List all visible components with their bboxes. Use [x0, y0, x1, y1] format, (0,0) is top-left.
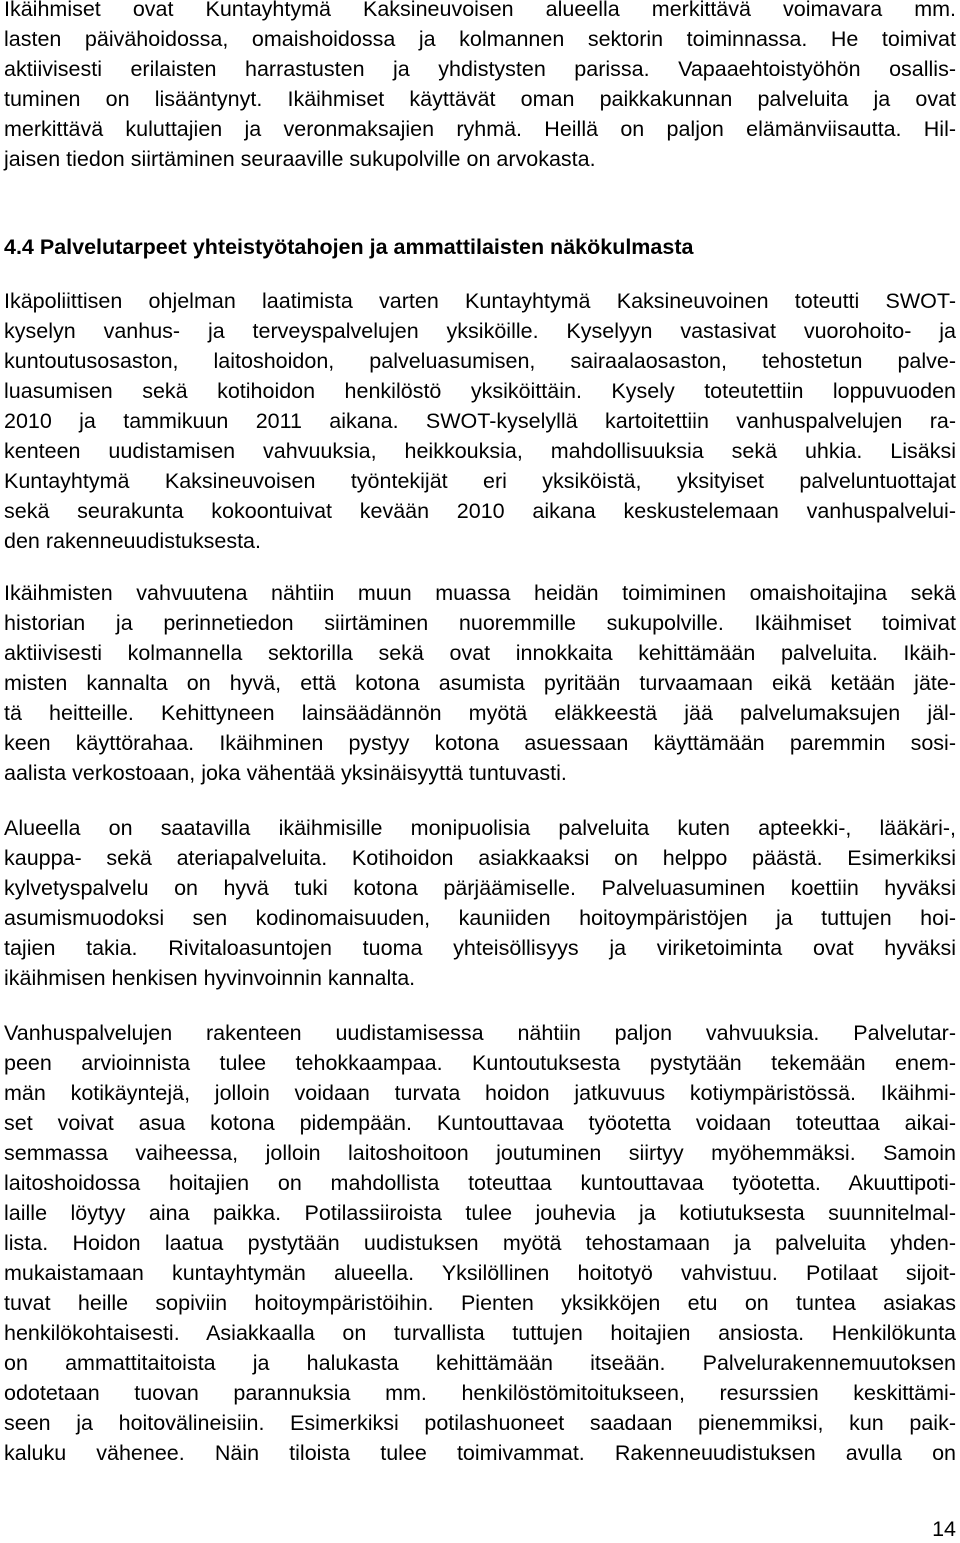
text-line: semmassa vaiheessa, jolloin laitoshoitoon joutuminen siirtyy myöhemmäksi. Samoin — [4, 1141, 956, 1165]
paragraph-ikaihmisten-vahvuus — [4, 578, 956, 788]
text-line: laille löytyy aina paikka. Potilassiiroista tulee jouhevia ja kotiutuksesta suunnitelmal- — [4, 1201, 956, 1225]
page-number: 14 — [932, 1517, 956, 1541]
text-line: kuntoutusosaston, laitoshoidon, palveluasumisen, sairaalaosaston, tehostetun palve- — [4, 349, 956, 373]
text-line: odotetaan tuovan parannuksia mm. henkilöstömitoitukseen, resurssien keskittämi- — [4, 1381, 956, 1405]
text-line: peen arvioinnista tulee tehokkaampaa. Kuntoutuksesta pystytään tekemään enem- — [4, 1051, 956, 1075]
text-line: mukaistamaan kuntayhtymän alueella. Yksilöllinen hoitotyö vahvistuu. Potilaat sijoit- — [4, 1261, 956, 1285]
text-line: misten kannalta on hyvä, että kotona asumista pyritään turvaamaan eikä ketään jäte- — [4, 671, 956, 695]
text-line: asumismuodoksi sen kodinomaisuuden, kauniiden hoitoympäristöjen ja tuttujen hoi- — [4, 906, 956, 930]
text-line: män kotikäyntejä, jolloin voidaan turvata hoidon jatkuvuus kotiympäristössä. Ikäihmi- — [4, 1081, 956, 1105]
text-line: seen ja hoitovälineisiin. Esimerkiksi potilashuoneet saadaan pienemmiksi, kun paik- — [4, 1411, 956, 1435]
text-line: kyselyn vanhus- ja terveyspalvelujen yksiköille. Kyselyyn vastasivat vuorohoito- ja — [4, 319, 956, 343]
text-line: on ammattitaitoista ja halukasta kehittämään itseään. Palvelurakennemuutoksen — [4, 1351, 956, 1375]
section-heading: 4.4 Palvelutarpeet yhteistyötahojen ja ammattilaisten näkökulmasta — [4, 235, 694, 259]
text-line: tuvat heille sopiviin hoitoympäristöihin. Pienten yksikköjen etu on tuntea asiakas — [4, 1291, 956, 1315]
text-line: set voivat asua kotona pidempään. Kuntouttavaa työotetta voidaan toteuttaa aikai- — [4, 1111, 956, 1135]
text-line: luasumisen sekä kotihoidon henkilöstö yksiköittäin. Kysely toteutettiin loppuvuoden — [4, 379, 956, 403]
paragraph-alueen-palvelut — [4, 813, 956, 993]
text-line: Vanhuspalvelujen rakenteen uudistamisessa nähtiin paljon vahvuuksia. Palvelutar- — [4, 1021, 956, 1045]
text-line: lista. Hoidon laatua pystytään uudistuksen myötä tehostamaan ja palveluita yhden- — [4, 1231, 956, 1255]
text-line: Alueella on saatavilla ikäihmisille monipuolisia palveluita kuten apteekki-, lääkäri-, — [4, 816, 956, 840]
text-line: Kuntayhtymä Kaksineuvoisen työntekijät eri yksiköistä, yksityiset palveluntuottajat — [4, 469, 956, 493]
text-line: lasten päivähoidossa, omaishoidossa ja kolmannen sektorin toiminnassa. He toimivat — [4, 27, 956, 51]
text-line: historian ja perinnetiedon siirtäminen nuoremmille sukupolville. Ikäihmiset toimivat — [4, 611, 956, 635]
paragraph-ikaihmiset-voimavara — [4, 0, 956, 174]
text-line: jaisen tiedon siirtäminen seuraaville sukupolville on arvokasta. — [4, 147, 596, 171]
text-line: kaluku vähenee. Näin tiloista tulee toimivammat. Rakenneuudistuksen avulla on — [4, 1441, 956, 1465]
paragraph-swot-kysely — [4, 286, 956, 556]
text-line: Ikäihmisten vahvuutena nähtiin muun muassa heidän toimiminen omaishoitajina sekä — [4, 581, 956, 605]
text-line: kylvetyspalvelu on hyvä tuki kotona pärjäämiselle. Palveluasuminen koettiin hyväksi — [4, 876, 956, 900]
text-line: Ikäihmiset ovat Kuntayhtymä Kaksineuvoisen alueella merkittävä voimavara mm. — [4, 0, 956, 21]
text-line: 2010 ja tammikuun 2011 aikana. SWOT-kyselyllä kartoitettiin vanhuspalvelujen ra- — [4, 409, 956, 433]
text-line: tajien takia. Rivitaloasuntojen tuoma yhteisöllisyys ja viriketoiminta ovat hyväksi — [4, 936, 956, 960]
text-line: den rakenneuudistuksesta. — [4, 529, 261, 553]
text-line: aktiivisesti erilaisten harrastusten ja yhdistysten parissa. Vapaaehtoistyöhön osallis- — [4, 57, 956, 81]
text-line: tä heitteille. Kehittyneen lainsäädännön myötä eläkkeestä jää palvelumaksujen jäl- — [4, 701, 956, 725]
text-line: kauppa- sekä ateriapalveluita. Kotihoidon asiakkaaksi on helppo päästä. Esimerkiksi — [4, 846, 956, 870]
text-line: laitoshoidossa hoitajien on mahdollista toteuttaa kuntouttavaa työotetta. Akuuttipoti- — [4, 1171, 956, 1195]
text-line: aalista verkostoaan, joka vähentää yksinäisyyttä tuntuvasti. — [4, 761, 567, 785]
text-line: henkilökohtaisesti. Asiakkaalla on turvallista tuttujen hoitajien ansiosta. Henkilökunta — [4, 1321, 956, 1345]
text-line: Ikäpoliittisen ohjelman laatimista varten Kuntayhtymä Kaksineuvoinen toteutti SWOT- — [4, 289, 956, 313]
text-line: sekä seurakunta kokoontuivat kevään 2010 aikana keskustelemaan vanhuspalvelui- — [4, 499, 956, 523]
text-line: ikäihmisen henkisen hyvinvoinnin kannalta. — [4, 966, 416, 990]
text-line: kenteen uudistamisen vahvuuksia, heikkouksia, mahdollisuuksia sekä uhkia. Lisäksi — [4, 439, 956, 463]
text-line: merkittävä kuluttajien ja veronmaksajien ryhmä. Heillä on paljon elämänviisautta. Hil- — [4, 117, 956, 141]
paragraph-rakenteen-uudistus — [4, 1018, 956, 1468]
text-line: tuminen on lisääntynyt. Ikäihmiset käyttävät oman paikkakunnan palveluita ja ovat — [4, 87, 956, 111]
text-line: keen käyttörahaa. Ikäihminen pystyy kotona asuessaan käyttämään paremmin sosi- — [4, 731, 956, 755]
text-line: aktiivisesti kolmannella sektorilla sekä ovat innokkaita kehittämään palveluita. Ikäih- — [4, 641, 956, 665]
